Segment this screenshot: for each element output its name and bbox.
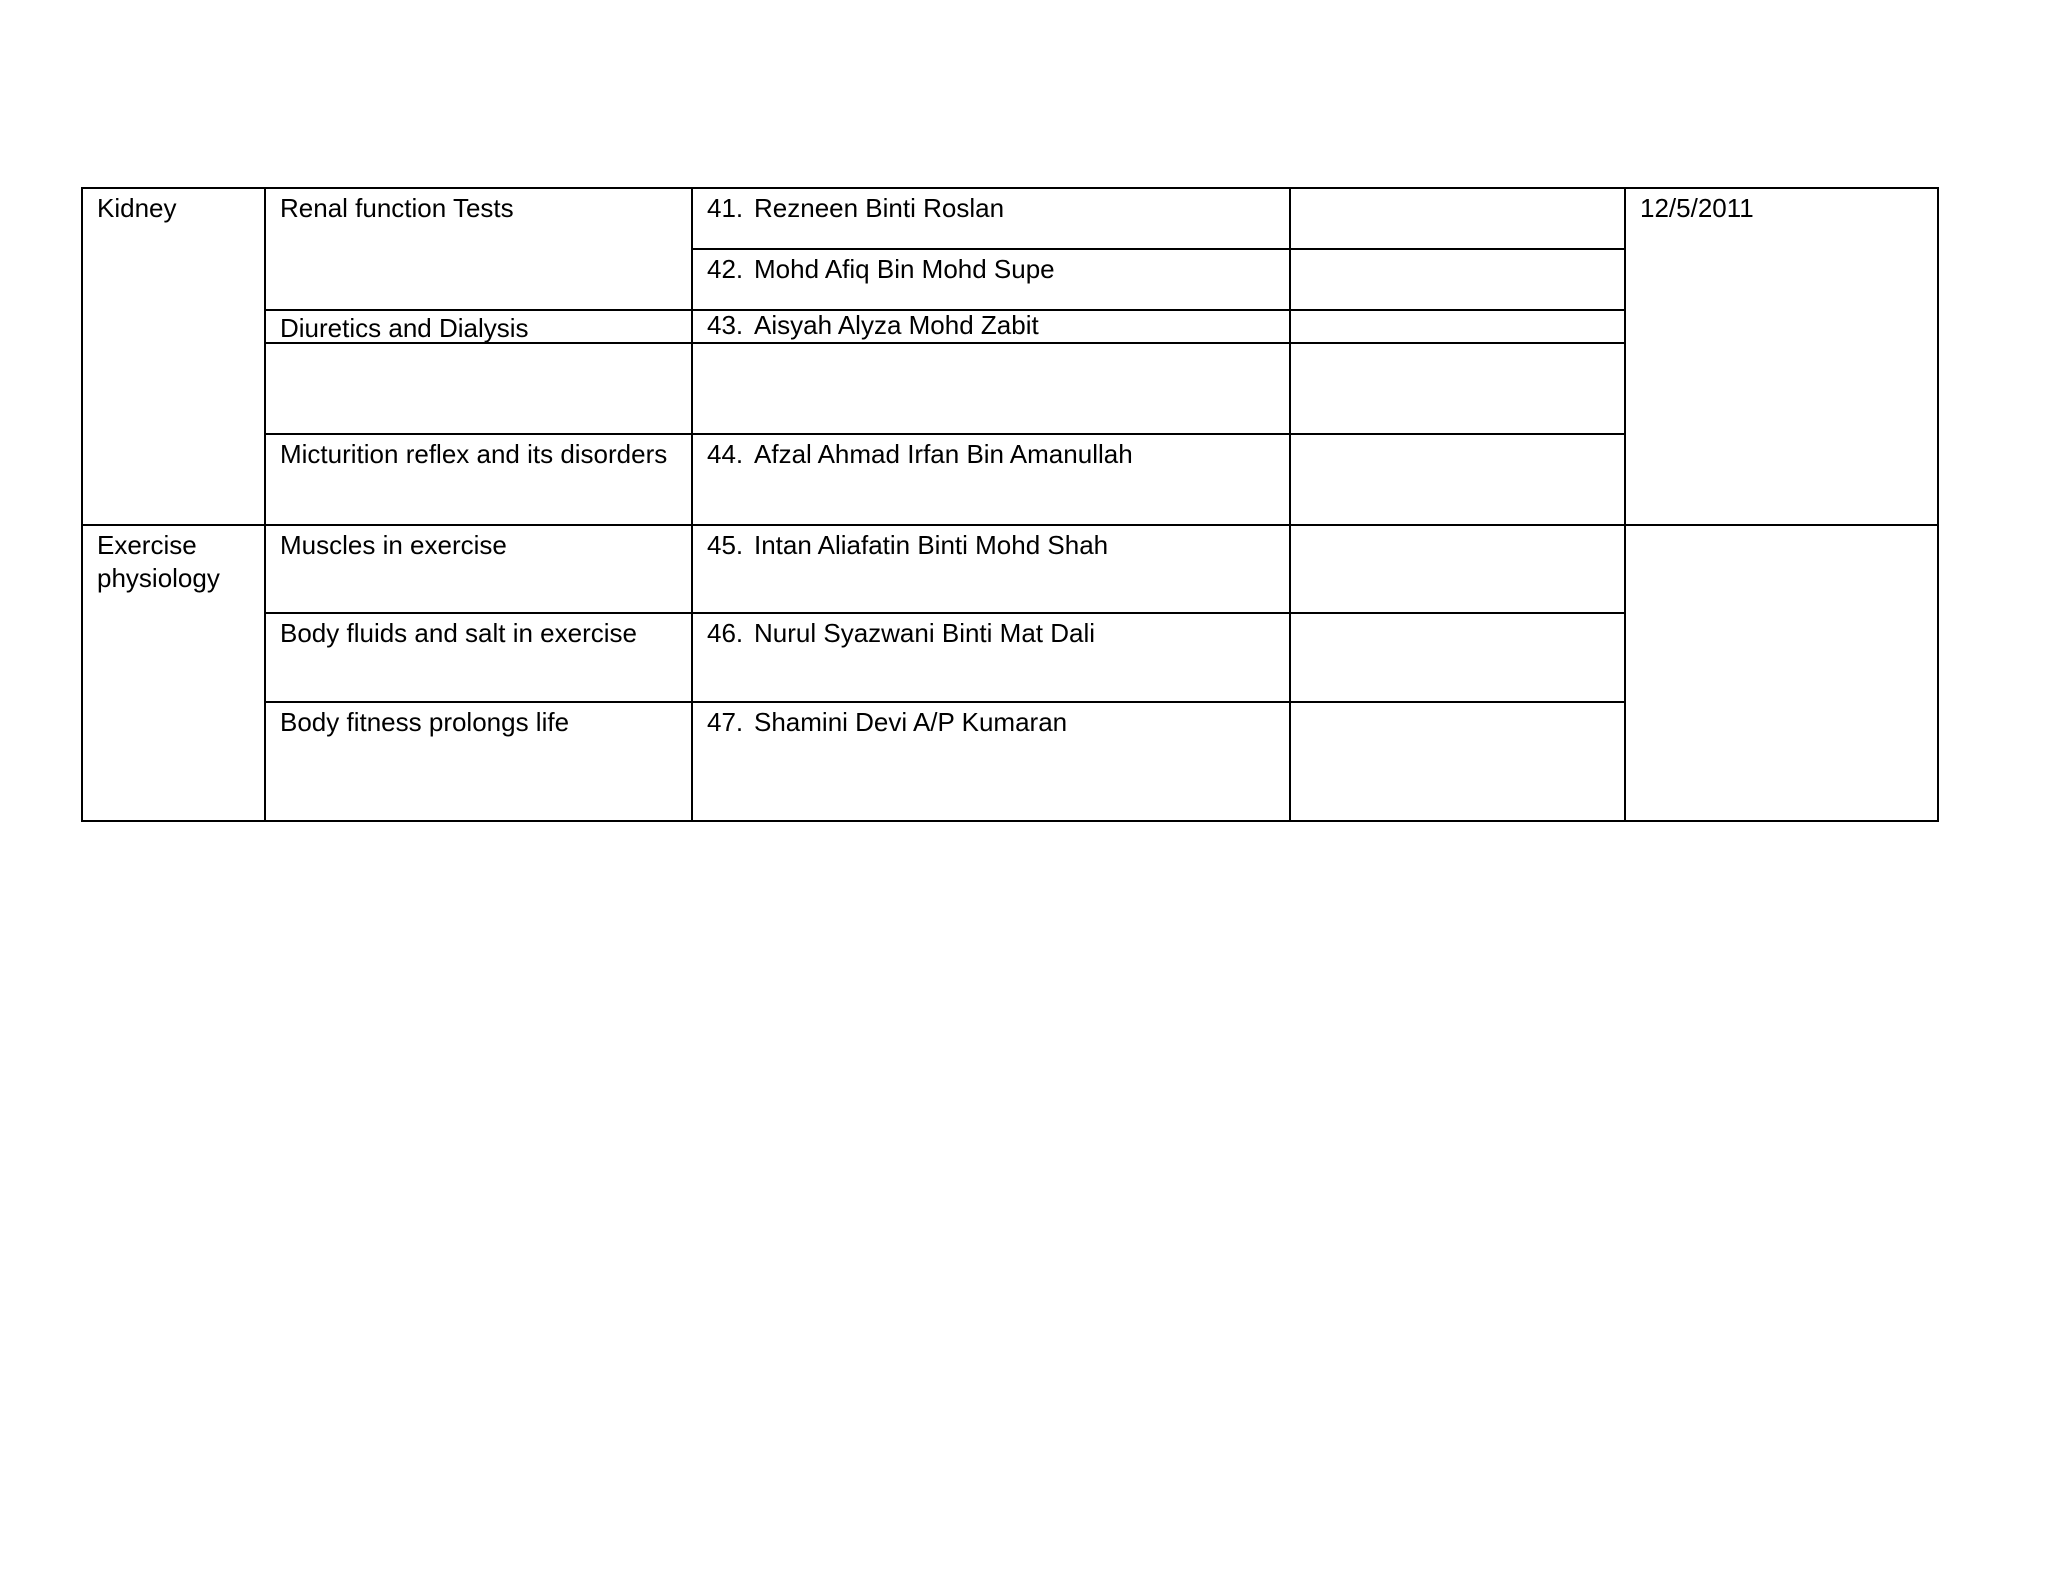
student-number: 47. xyxy=(707,707,744,737)
student-number: 42. xyxy=(707,254,744,284)
topic-cell xyxy=(265,343,692,434)
date-cell-exercise xyxy=(1625,525,1938,821)
student-name: Mohd Afiq Bin Mohd Supe xyxy=(754,254,1055,284)
student-name: Shamini Devi A/P Kumaran xyxy=(754,707,1068,737)
topic-cell: Renal function Tests xyxy=(265,188,692,310)
system-cell-exercise: Exercise physiology xyxy=(82,525,265,821)
student-number: 45. xyxy=(707,530,744,560)
student-number: 44. xyxy=(707,439,744,469)
topic-cell: Micturition reflex and its disorders xyxy=(265,434,692,525)
blank-cell xyxy=(1290,525,1625,613)
student-cell xyxy=(692,188,1290,249)
student-number: 46. xyxy=(707,618,744,648)
student-cell xyxy=(692,434,1290,525)
student-name: Intan Aliafatin Binti Mohd Shah xyxy=(754,530,1109,560)
topic-cell: Body fluids and salt in exercise xyxy=(265,613,692,702)
date-cell-kidney: 12/5/2011 xyxy=(1625,188,1938,525)
student-name: Afzal Ahmad Irfan Bin Amanullah xyxy=(754,439,1133,469)
blank-cell xyxy=(1290,702,1625,821)
student-number: 41. xyxy=(707,193,744,223)
system-cell-kidney: Kidney xyxy=(82,188,265,525)
blank-cell xyxy=(1290,188,1625,249)
student-cell xyxy=(692,343,1290,434)
student-number: 43. xyxy=(707,310,744,340)
student-cell xyxy=(692,249,1290,310)
blank-cell xyxy=(1290,249,1625,310)
table-row xyxy=(82,525,1938,613)
seminar-schedule-table xyxy=(81,187,1939,822)
topic-cell: Body fitness prolongs life xyxy=(265,702,692,821)
topic-cell: Muscles in exercise xyxy=(265,525,692,613)
table-row xyxy=(82,188,1938,249)
student-name: Nurul Syazwani Binti Mat Dali xyxy=(754,618,1096,648)
blank-cell xyxy=(1290,343,1625,434)
blank-cell xyxy=(1290,434,1625,525)
student-name: Aisyah Alyza Mohd Zabit xyxy=(754,310,1039,340)
blank-cell xyxy=(1290,310,1625,343)
student-cell xyxy=(692,702,1290,821)
student-cell xyxy=(692,525,1290,613)
student-name: Rezneen Binti Roslan xyxy=(754,193,1005,223)
blank-cell xyxy=(1290,613,1625,702)
student-cell xyxy=(692,613,1290,702)
student-cell xyxy=(692,310,1290,343)
topic-cell: Diuretics and Dialysis xyxy=(265,310,692,343)
